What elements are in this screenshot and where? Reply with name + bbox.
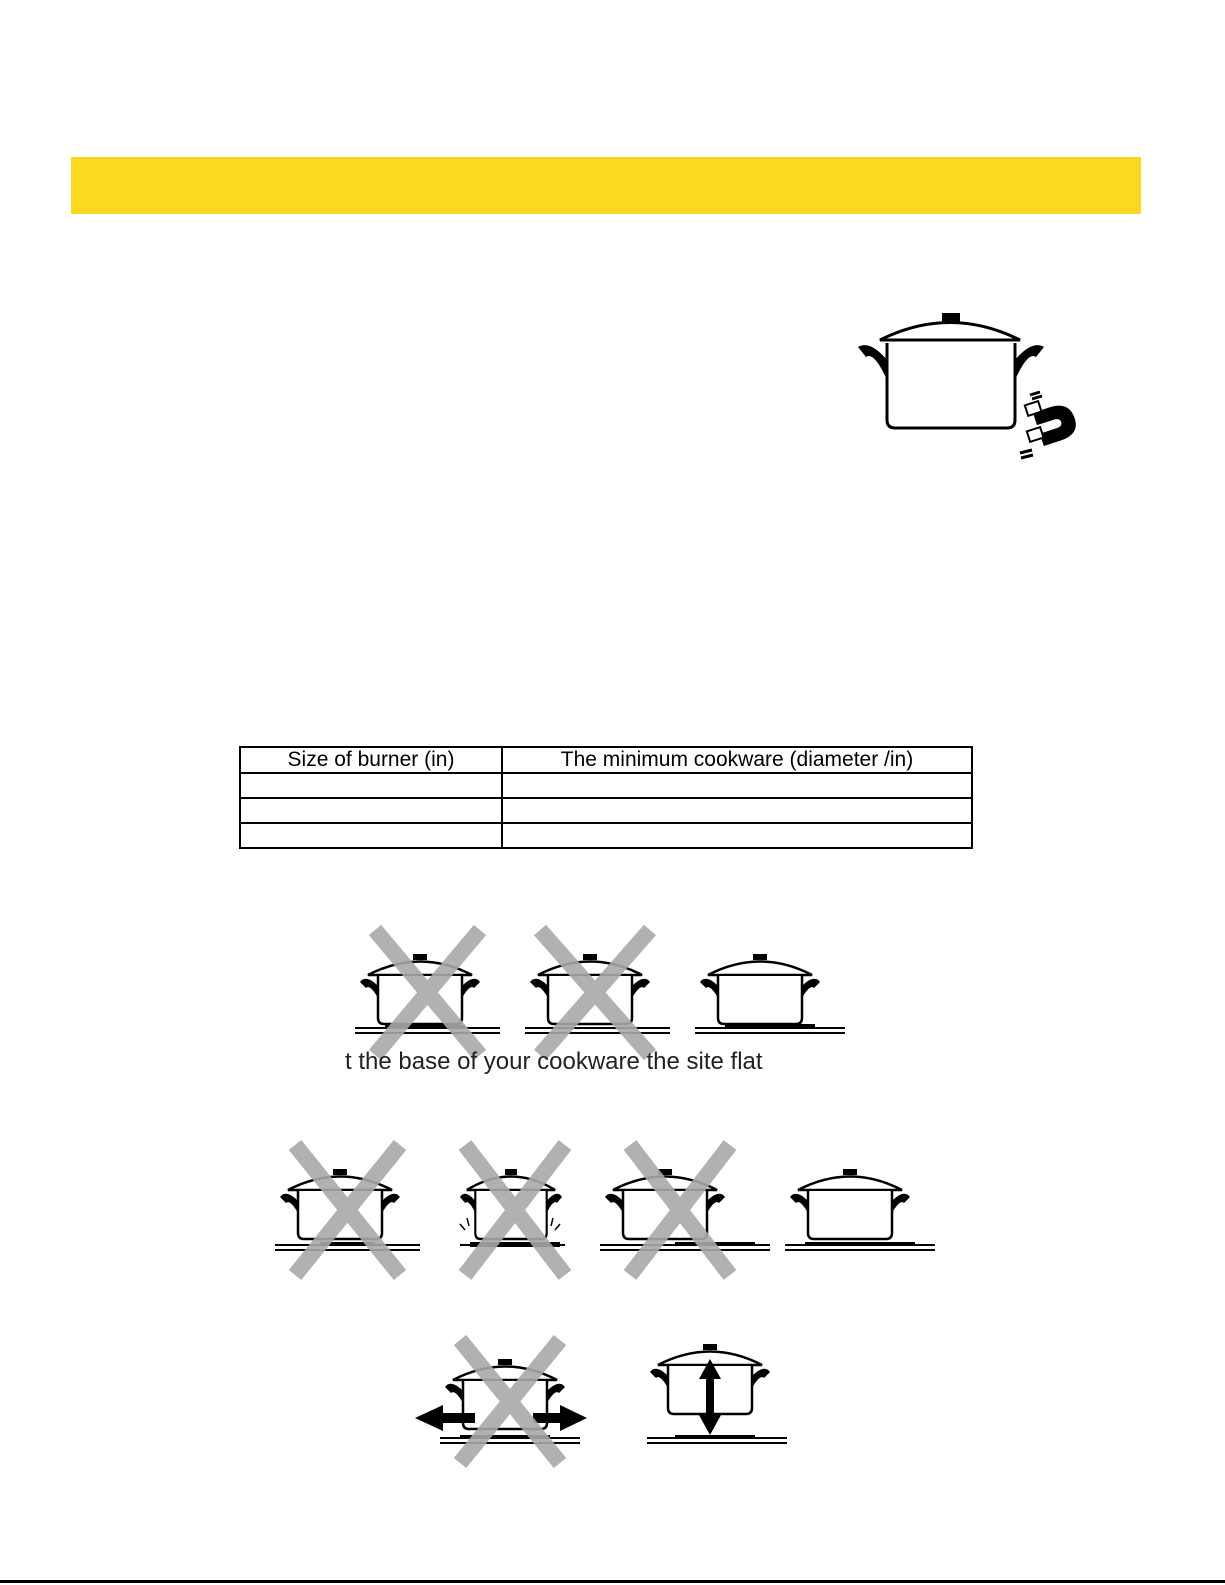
table-cell [502, 773, 972, 798]
table-cell [240, 798, 502, 823]
column-header-burner-size: Size of burner (in) [240, 747, 502, 773]
pot-icon [700, 954, 820, 1024]
cookware-move-figure [415, 1335, 795, 1465]
burner-size-table [239, 746, 973, 849]
table-row [240, 798, 972, 823]
table-row [240, 773, 972, 798]
table-row [240, 823, 972, 848]
table-cell [502, 823, 972, 848]
section-header-bar [71, 157, 1141, 214]
table-cell [240, 773, 502, 798]
pot-icon [790, 1169, 910, 1239]
column-header-min-cookware: The minimum cookware (diameter /in) [502, 747, 972, 773]
figure-caption-fragment: t the base of your cookware the site flat [345, 1048, 763, 1075]
table-cell [240, 823, 502, 848]
table-header-row [240, 747, 972, 773]
cookware-flat-base-figure [355, 925, 850, 1060]
table-cell [502, 798, 972, 823]
page-bottom-rule [0, 1580, 1225, 1583]
cookware-magnet-icon [850, 305, 1100, 470]
cookware-size-figure [275, 1140, 940, 1280]
